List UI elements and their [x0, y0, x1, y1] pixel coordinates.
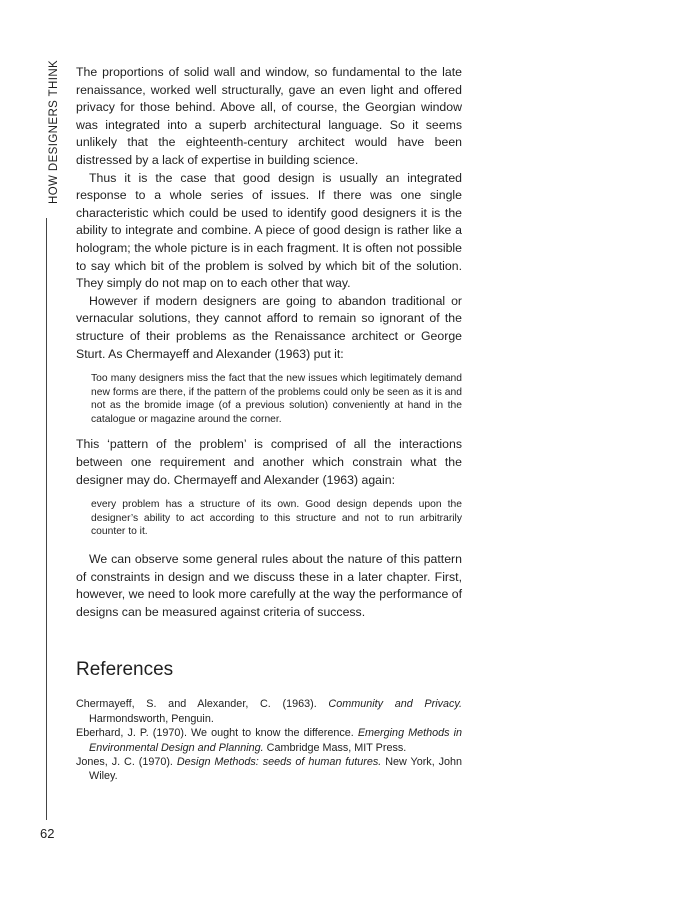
reference-publisher: Cambridge Mass, MIT Press.	[266, 741, 407, 754]
page-number: 62	[40, 826, 55, 841]
paragraph-3: However if modern designers are going to abandon traditional or vernacular solutions, they cannot afford to remain so ignorant of the structure of their problems as the Renaissance architect or George Sturt. As Chermayeff and Alexander (1963) put it:	[76, 293, 462, 361]
page-body	[76, 64, 462, 784]
reference-item	[76, 726, 462, 755]
block-quote-1: Too many designers miss the fact that the new issues which legitimately demand new forms are there, if the pattern of the problems could only be seen as it is and not as the bromide image (of a previous solution) conveniently at hand in the catalogue or magazine around the corner.	[91, 373, 462, 425]
references-list	[76, 697, 462, 783]
running-head: HOW DESIGNERS THINK	[48, 59, 60, 204]
paragraph-5: We can observe some general rules about the nature of this pattern of constraints in design and we discuss these in a later chapter. First, however, we need to look more carefully at the way the performance of designs can be measured against criteria of success.	[76, 552, 462, 619]
paragraph-4: This ‘pattern of the problem’ is comprised of all the interactions between one requirement and another which constrain what the designer may do. Chermayeff and Alexander (1963) again:	[76, 437, 462, 487]
reference-item	[76, 697, 462, 726]
reference-publisher: New York, John Wiley.	[89, 756, 463, 783]
reference-authors: Eberhard, J. P. (1970). We ought to know the difference.	[76, 727, 354, 740]
reference-title: Community and Privacy.	[328, 698, 462, 711]
reference-item	[76, 755, 462, 784]
paragraph-1: The proportions of solid wall and window, so fundamental to the late renaissance, worked well structurally, gave an even light and offered privacy for those behind. Above all, of course, the Georgian window was integrated into a superb architectural language. So it seems unlikely that the eighteenth-century architect would have been distressed by a lack of expertise in building science.	[76, 65, 462, 167]
references-heading: References	[76, 659, 174, 681]
block-quote-2: every problem has a structure of its own. Good design depends upon the designer’s ability to act according to this structure and not to run arbitrarily counter to it.	[91, 499, 462, 538]
reference-authors: Jones, J. C. (1970).	[76, 756, 173, 769]
paragraph-2: Thus it is the case that good design is usually an integrated response to a whole series of issues. If there was one single characteristic which could be used to identify good designers it is the ability to integrate and combine. A piece of good design is rather like a hologram; the whole picture is in each fragment. It is often not possible to say which bit of the problem is solved by which bit of the solution. They simply do not map on to each other that way.	[76, 170, 462, 291]
reference-publisher: Harmondsworth, Penguin.	[89, 712, 214, 725]
margin-rule	[46, 218, 47, 820]
reference-title: Emerging Methods in Environmental Design and Planning.	[89, 727, 462, 754]
reference-authors: Chermayeff, S. and Alexander, C. (1963).	[76, 698, 317, 711]
reference-title: Design Methods: seeds of human futures.	[176, 756, 382, 769]
